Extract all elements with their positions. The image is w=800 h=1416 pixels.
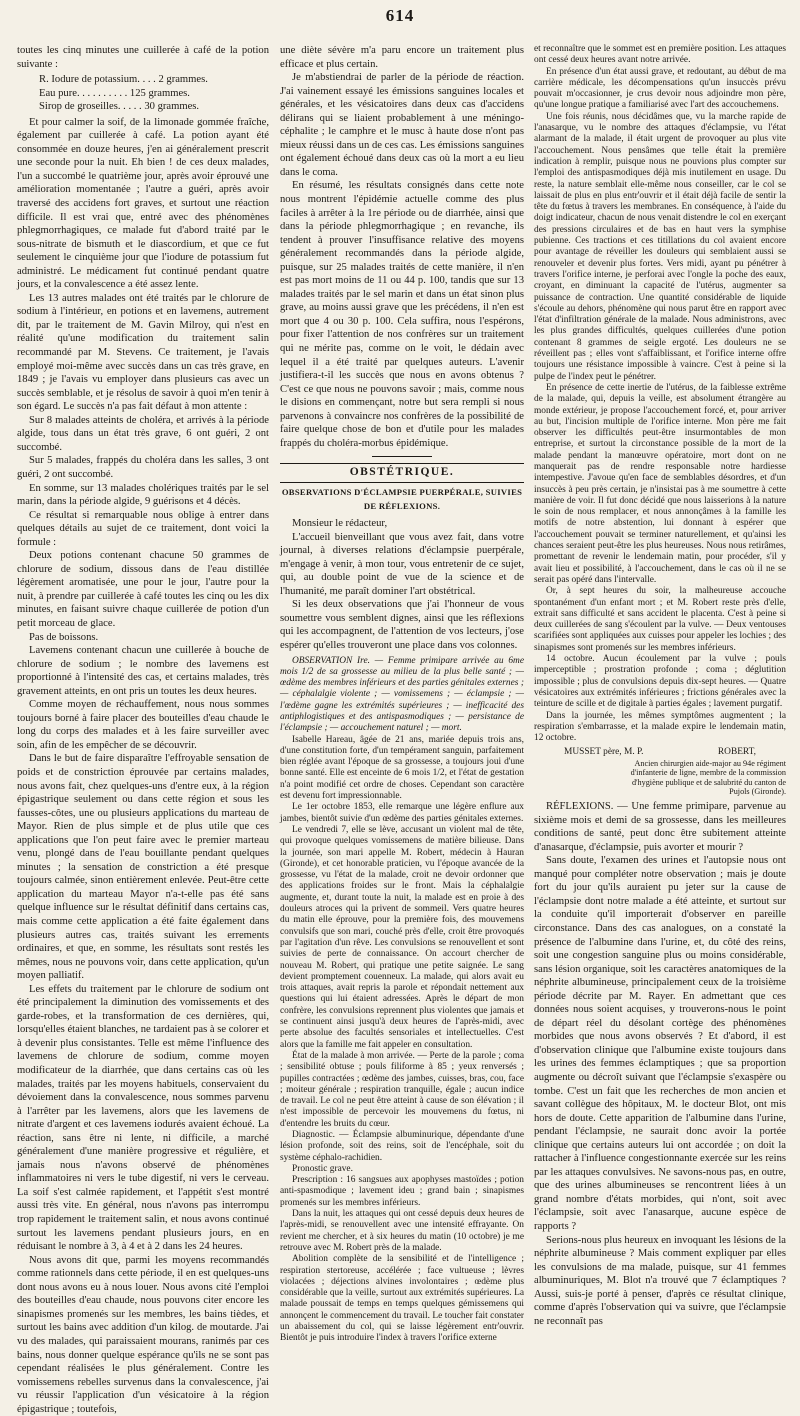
- separator-rule: [372, 456, 432, 457]
- paragraph: Dans le but de faire disparaître l'effroyable sensation de poids et de constriction éprouvée par certains malades, nous avons fait, chez quelques-uns d'entre eux, à la région épigastrique seulement ou dans cette région et sous les fausses-côtes, une ou plusieurs applications du marteau de Mayor. Rien de plus simple et de plus utile que ces applications que l'on peut faire avec le premier marteau venu, plongé dans de l'eau bouillante pendant quelques minutes ; la sensation de constriction a été presque toujours calmée, sinon entièrement enlevée. Peut-être cette application du marteau Mayor n'a-t-elle pas été sans quelque influence sur le résultat définitif dans certains cas, mais comme cette application a été faite également dans plusieurs autres cas, traités suivant les errements ordinaires, et que, en somme, les résultats sont restés les mêmes, nous ne pouvons voir, dans cette application, qu'un moyen palliatif.: [17, 753, 269, 982]
- signature-right: ROBERT,: [717, 747, 756, 758]
- paragraph: 14 octobre. Aucun écoulement par la vulve ; pouls imperceptible ; prostration profonde ; coma ; déglutition impossible ; plus de convulsions depuis dix-sept heures. — Quatre vésicatoires aux extrémités inférieures ; frictions générales avec la teinture de scille et de digitale à parties égales ; lavement purgatif.: [534, 654, 786, 710]
- paragraph: Isabelle Hareau, âgée de 21 ans, mariée depuis trois ans, d'une constitution forte, d'un tempérament sanguin, parfaitement bien réglée avant l'époque de sa grossesse, a toujours joui d'une bonne santé. Elle est enceinte de 6 mois 1/2, et l'état de gestation n'a point modifié cet ordre de choses. Cependant son caractère est devenu fort impressionnable.: [280, 734, 524, 802]
- column-2: [280, 44, 524, 1344]
- column-1: [17, 44, 269, 1415]
- paragraph: toutes les cinq minutes une cuillerée à café de la potion suivante :: [17, 45, 269, 70]
- paragraph: Ce résultat si remarquable nous oblige à entrer dans quelques détails au sujet de ce traitement, dont voici la formule :: [17, 509, 269, 548]
- case-report: [280, 735, 524, 1345]
- paragraph: Abolition complète de la sensibilité et de l'intelligence ; respiration stertoreuse, accélérée ; face vultueuse ; lèvres violacées ; déjections alvines involontaires ; œdème plus considérable que la veille, surtout aux extrémités supérieures. La malade poussait de temps en temps quelques gémissemens qui annonçent le commencement du travail. Le toucher fait constater un abaissement du col, qui se laisse légèrement entr'ouvrir. Bientôt je puis introduire l'index à travers l'orifice externe: [280, 1254, 524, 1344]
- paragraph: Pas de boissons.: [29, 631, 99, 643]
- signature-left: MUSSET père, M. P.: [564, 747, 644, 758]
- paragraph: En résumé, les résultats consignés dans cette note nous montrent l'épidémie actuelle comme des plus faciles à arrêter à la 1re période ou de diarrhée, ainsi que dans la période phlegmorrhagique ; en revanche, ils tendent à prouver l'insuffisance relative des moyens généralement recommandés dans la période algide, puisque, sur 25 malades traités de cette manière, il n'en est pas mort moins de 11 ou 44 p. 100, tandis que sur 13 malades traités par le sel marin et dans un état sinon plus grave, au moins aussi grave que les précédens, il n'en est mort que 4 ou 30 p. 100. Cela suffira, nous l'espérons, pour fixer l'attention de nos confrères sur un traitement qui ne mérite pas, comme on le voit, le dédain avec lequel il a été traité par quelques auteurs. L'avenir justifiera-t-il les succès que nous en avons obtenus ? C'est ce que nous ne pouvons savoir ; mais, comme nous le disions en commençant, notre but sera rempli si nous parvenons à convaincre nos confrères de la possibilité de faire quelque chose de bon et d'utile pour les malades frappés du choléra-morbus épidémique.: [280, 180, 524, 449]
- paragraph: Les effets du traitement par le chlorure de sodium ont été principalement la diminution des vomissements et des garde-robes, et la transformation de ces dernières, qui, lorsqu'elles étaient blanches, ne tardaient pas à se colorer et à devenir plus consistantes. Telle est même l'influence des lavemens de chlorure de sodium, comme moyen modificateur de la diarrhée, que dans certains cas où les malades, traités par les moyens habituels, conservaient du dévoiement dans la convalescence, nous sommes parvenu à l'arrêter par les lavemens, alors que les lavemens de nitrate d'argent et ces lavemens iodurés avaient échoué. La réaction, sans être ni lente, ni difficile, a marché généralement d'une manière progressive et régulière, et jamais nous n'avons observé de phénomènes inflammatoires ni vers le tube digestif, ni vers le cerveau. La soif s'est calmée rapidement, et l'appétit s'est montré aussi très vite. En général, nous n'avons pas interrompu trop rapidement le traitement salin, et nous avons continué surtout les lavemens pendant plusieurs jours, en en réduisant le nombre à 3, à 4 et à 2 dans les 24 heures.: [17, 983, 269, 1253]
- paragraph: Pronostic grave.: [292, 1163, 353, 1174]
- paragraph: Dans la nuit, les attaques qui ont cessé depuis deux heures de l'après-midi, se renouvellent avec une intensité effrayante. On revient me chercher, et à six heures du matin (10 octobre) je me retrouve avec M. Robert près de la malade.: [280, 1209, 524, 1253]
- reflections: [534, 800, 786, 1328]
- article-subtitle: OBSERVATIONS D'ÉCLAMPSIE PUERPÉRALE, SUIVIES DE RÉFLEXIONS.: [281, 486, 523, 511]
- section-title: OBSTÉTRIQUE.: [280, 463, 524, 483]
- page-number: 614: [385, 6, 415, 25]
- observation-heading: OBSERVATION Ire. — Femme primipare arrivée au 6me mois 1/2 de sa grossesse au milieu de la plus belle santé ; — œdème des membres inférieurs et des parties génitales externes ; — céphalalgie violente ; — vomissemens ; — éclampsie ; — l'œdème gagne les extrémités supérieures ; — inefficacité des antiphlogistiques et des antispasmodiques ; — persistance de l'éclampsie ; — accouchement naturel ; — mort.: [280, 655, 524, 734]
- paragraph: Et pour calmer la soif, de la limonade gommée fraîche, également par cuillerée à café. La potion ayant été consommée en douze heures, j'en ai généralement prescrit une seconde pour la nuit. Eh bien ! de ces deux malades, l'un a succombé le quatrième jour, après avoir éprouvé une amélioration momentanée ; l'autre a guéri, après avoir traversé des accidens fort graves, et surtout une réaction difficile. Il est vrai que, entré avec des phénomènes phlegmorrhagiques, ce malade fut d'abord traité par le sous-nitrate de bismuth et le diascordium, et que ce fut seulement le cinquième jour que l'iodure de potassium fut administré. Le médicament fut continué pendant quatre jours, et la convalescence a été assez lente.: [17, 116, 269, 291]
- paragraph: Serions-nous plus heureux en invoquant les lésions de la néphrite albumineuse ? Mais comment expliquer par elles les convulsions de ma malade, puisque, sur 41 femmes albuminuriques, M. Blot n'a trouvé que 7 éclamptiques ? Aussi, suis-je porté à penser, d'après ce résultat clinique, comme d'après l'observation qui va suivre, que l'éclampsie ne reconnaît pas: [534, 1234, 786, 1327]
- paragraph: Une fois réunis, nous décidâmes que, vu la marche rapide de l'anasarque, vu le nombre des attaques d'éclampsie, vu l'état alarmant de la malade, il était urgent de provoquer au plus vite l'accouchement. Nous pensâmes que telle était la première indication à remplir, puisque nous ne pouvions plus compter sur l'emploi des antispasmodiques déjà mis inutilement en usage. Du reste, la nature semblait elle-même nous conseiller, car le col se laissait de plus en plus entr'ouvrir et il était déjà facile de sentir la tête du fœtus à travers les membranes. En conséquence, à l'aide du doigt indicateur, chacun de nous venait distendre le col en exerçant des pressions circulaires et de bas en haut vers la symphise pubienne. Ces tractions et ces titillations du col avaient encore pour avantage de réveiller les douleurs qui semblaient aussi se renouveler et devenir plus fortes. Vers midi, ayant pu pénétrer à travers l'orifice interne, je perforai avec l'ongle la poche des eaux, croyant, en diminuant la capacité de l'utérus, augmenter sa puissance de contraction. Une quantité considérable de liquide s'écoule au dehors, phénomène qui nous parut être en rapport avec l'état d'infiltration générale de la malade. Nous administrons, avec les plus grandes difficultés, quelques cuillerées d'une potion contenant 8 grammes de seigle ergoté. Les douleurs ne se réveillent pas ; elles vont s'affaiblissant, et l'orifice interne offre toujours une résistance impossible à vaincre. C'est à peine si la pulpe de l'index peut le pénétrer.: [534, 111, 786, 382]
- paragraph: Or, à sept heures du soir, la malheureuse accouche spontanément d'un enfant mort ; et M. Robert reste près d'elle, extrait sans difficulté et sans accident le placenta. C'est à peine si deux cuillerées de sang s'écoulent par la vulve. — Deux ventouses scarifiées sont appliquées aux cuisses pour appeler les lochies ; des sinapismes sont promenés sur les membres inférieurs.: [534, 586, 786, 653]
- paragraph: En somme, sur 13 malades cholériques traités par le sel marin, dans la période algide, 9 guérisons et 4 décès.: [17, 482, 269, 508]
- paragraph: Diagnostic. — Éclampsie albuminurique, dépendante d'une lésion profonde, soit des reins, soit de l'encéphale, soit du système céphalo-rachidien.: [280, 1129, 524, 1163]
- prescription-formula: [39, 73, 269, 114]
- paragraph: RÉFLEXIONS. — Une femme primipare, parvenue au sixième mois et demi de sa grossesse, dans les meilleures conditions de santé, peut donc être subitement atteinte d'anasarque, d'éclampsie, puis avorter et mourir ?: [534, 801, 786, 853]
- paragraph: une diète sévère m'a paru encore un traitement plus efficace et plus certain.: [280, 45, 524, 70]
- paragraph: État de la malade à mon arrivée. — Perte de la parole ; coma ; sensibilité obtuse ; pouls filiforme à 85 ; yeux renversés ; pupilles contractées ; œdème des jambes, cuisses, bras, cou, face ; moiteur générale ; respiration tranquille, égale ; aucun indice de travail. Le col ne peut être atteint à cause de son élévation ; il n'est impossible de percevoir les mouvemens du fœtus, ni d'entendre les bruits du cœur.: [280, 1050, 524, 1129]
- paragraph: Le 1er octobre 1853, elle remarque une légère enflure aux jambes, bientôt suivie d'un œdème des parties génitales externes.: [280, 802, 524, 824]
- paragraph: Nous avons dit que, parmi les moyens recommandés comme rationnels dans cette période, il en est quelques-uns dont nous avons eu à nous louer. Nous avons cité l'emploi des bouteilles d'eau chaude, nous pouvons citer encore les sinapismes promenés sur les membres, les bains tièdes, et surtout les bains avec addition d'un kilog. de moutarde. J'ai vu des malades, qui paraissaient mourans, ranimés par ces bains, nous donner quelque espérance qu'ils ne se sont pas cependant réalisées le plus généralement. Contre les vomissemens rebelles survenus dans la convalescence, j'ai vu réussir l'application d'un vésicatoire à la région épigastrique ; toutefois,: [17, 1254, 269, 1415]
- paragraph: En présence de cette inertie de l'utérus, de la faiblesse extrême de la malade, qui, depuis la veille, est absolument étrangère au monde extérieur, je propose l'accouchement forcé, et, pour arriver au but, l'incision multiple de l'orifice interne. Mon père me fait observer les difficultés peut-être insurmontables de mon entreprise, et surtout la circonstance possible de la mort de la malade pendant la manœuvre opératoire, mort dont on ne manquerait pas de rendre responsable notre hardiesse intempestive. J'avoue qu'en face de semblables désordres, et d'un insuccès à peu près certain, je n'insistai pas à me soumettre à cette manière de voir. Il fut donc décidé que nous laisserions à la nature le soin de nous remplacer, et nous annonçâmes à la famille les motifs de notre abstention, lui donnant à espérer que l'accouchement pouvait se terminer naturellement, et qu'ainsi les chances seraient peut-être les plus heureuses. Nous nous retirâmes, promettant de revenir le lendemain matin, pour procéder, s'il y avait lieu et possibilité, à l'accouchement, dans le cas où il ne se serait pas opéré dans l'intervalle.: [534, 382, 786, 585]
- salutation: Monsieur le rédacteur,: [292, 518, 388, 530]
- paragraph: Dans la journée, les mêmes symptômes augmentent ; la respiration s'embarrasse, et la malade expire le lendemain matin, 12 octobre.: [534, 710, 786, 744]
- formula-line: Sirop de groseilles. . . . . 30 grammes.: [39, 101, 200, 113]
- signature-note: Ancien chirurgien aide-major au 94e régiment d'infanterie de ligne, membre de la commission d'hygiène publique et de salubrité du canton de Pujols (Gironde).: [630, 758, 786, 797]
- paragraph: Lavemens contenant chacun une cuillerée à bouche de chlorure de sodium ; le nombre des lavemens est proportionné à l'intensité des cas, et certains malades, très gravement atteints, en ont pris un toutes les deux heures.: [17, 645, 269, 697]
- formula-line: R. Iodure de potassium. . . . 2 grammes.: [39, 74, 208, 86]
- column-3: [534, 44, 786, 1327]
- paragraph: Prescription : 16 sangsues aux apophyses mastoïdes ; potion anti-spasmodique ; lavement ideu ; grand bain ; sinapismes promenés sur les membres inférieurs.: [280, 1175, 524, 1208]
- paragraph: Sur 5 malades, frappés du choléra dans les salles, 3 ont guéri, 2 ont succombé.: [17, 455, 269, 480]
- paragraph: Comme moyen de réchauffement, nous nous sommes toujours borné à faire placer des bouteilles d'eau chaude le long du corps des malades et à les faire surveiller avec soin, afin de les empêcher de se découvrir.: [17, 699, 269, 751]
- paragraph: Si les deux observations que j'ai l'honneur de vous soumettre vous semblent dignes, ainsi que les réflexions qui les accompagnent, de l'attention de vos lecteurs, j'ose espérer qu'elles trouveront une place dans vos colonnes.: [280, 599, 524, 651]
- paragraph: Sans doute, l'examen des urines et l'autopsie nous ont manqué pour compléter notre observation ; mais je doute fort du jour qu'ils auraient pu jeter sur la cause de l'éclampsie dont notre malade a été atteinte, et surtout sur la conduite qu'il importerait d'observer en pareille circonstance. Dans des cas analogues, on a constaté la présence de l'albumine dans l'urine, et, du côté des reins, soit une congestion sanguine plus ou moins considérable, sans lésion organique, soit les caractères anatomiques de la néphrite albumineuse, principalement ceux de la troisième période décrite par M. Rayer. En admettant que ces données nous soient acquises, y trouverons-nous le point de départ réel du désolant cortège des phénomènes morbides que nous avons observés ? Et d'abord, il est d'observation clinique que l'albumine existe toujours dans les urines des femmes éclamptiques ; que sa proportion augmente ou décroît suivant que l'éclampsie s'exaspère ou tombe. C'est un fait que les recherches de mon ancien et savant collègue des hôpitaux, M. le docteur Blot, ont mis hors de doute. Cette apparition de l'albumine dans l'urine, pendant l'éclampsie, ne saurait donc avoir la portée clinique que certains auteurs lui ont accordée ; on doit la rattacher à l'influence congestionnante exercée sur les reins par les attaques convulsives. Ne savons-nous pas, en outre, que des urines albumineuses se rencontrent liées à un grand nombre d'états morbides, qui n'ont, soit avec l'éclampsie, soit avec l'anasarque, aucune espèce de rapports ?: [534, 855, 786, 1233]
- paragraph: Le vendredi 7, elle se lève, accusant un violent mal de tête, qui provoque quelques vomissemens de matière bilieuse. Dans la journée, son mari appelle M. Robert, médecin à Hauran (Gironde), et cet honorable praticien, vu l'époque avancée de la grossesse, vu l'état de la malade, croit ne devoir ordonner que des applications froides sur le front. Mais la céphalalgie augmente, et, durant toute la nuit, la malade est en proie à des douleurs atroces qui la privent de sommeil. Vers quatre heures du matin elle éprouve, pour la première fois, des mouvemens convulsifs que son mari, couché près d'elle, croit être provoqués par l'agitation d'un rêve. Les convulsions se renouvellent et sont suivies de perte de connaissance. On accourt chercher de nouveau M. Robert, qui pratique une petite saignée. Le sang devient promptement couenneux. La malade, qui alors avait eu trois attaques, avait repris la parole et répondait nettement aux questions qui lui étaient adressées. Après le départ de mon confrère, les convulsions reprennent plus violentes que jamais et se continuent ainsi jusqu'à deux heures de l'après-midi, avec perte absolue des facultés sensoriales et intellectuelles. C'est alors que la famille me fait appeler en consultation.: [280, 824, 524, 1050]
- paragraph: Les 13 autres malades ont été traités par le chlorure de sodium à l'intérieur, en potions et en lavemens, autrement dit, par le traitement de M. Gavin Milroy, qui n'est en réalité qu'une modification du traitement salin recommandé par M. Stevens. Ce traitement, je l'avais employé moi-même avec succès dans un cas très grave, en 1849 ; je l'avais vu employer dans plusieurs cas avec un succès semblable, et je résolus de savoir à quoi m'en tenir à son égard. Le succès n'a pas fait défaut à mon attente :: [17, 292, 269, 413]
- formula-line: Eau pure. . . . . . . . . . 125 grammes.: [39, 87, 190, 99]
- signatures: [534, 747, 786, 758]
- paragraph: Deux potions contenant chacune 50 grammes de chlorure de sodium, dissous dans de l'eau distillée légèrement aromatisée, une pour le jour, l'autre pour la nuit, à prendre par cuillerée à café toutes les cinq ou les dix minutes, en faisant suivre chaque cuillerée de potion d'un petit morceau de glace.: [17, 550, 269, 629]
- paragraph: Sur 8 malades atteints de choléra, et arrivés à la période algide, tous dans un état très grave, 6 ont guéri, 2 ont succombé.: [17, 414, 269, 453]
- paragraph: Je m'abstiendrai de parler de la période de réaction. J'ai vainement essayé les émissions sanguines locales et générales, et les vésicatoires dans deux cas d'accidens délirans qui se liaient probablement à une méningo-céphalite ; le camphre et le musc à haute dose n'ont pas mieux réussi dans un de ces cas. Les émissions sanguines ont également échoué dans deux cas où la mort a eu lieu dans le coma.: [280, 72, 524, 178]
- paragraph: et reconnaître que le sommet est en première position. Les attaques ont cessé deux heures avant notre arrivée.: [534, 44, 786, 66]
- paragraph: En présence d'un état aussi grave, et redoutant, au début de ma carrière médicale, les décompensations qu'un insuccès prévu pouvait m'occasionner, je crus devoir nous adjoindre mon père, qu'une longue pratique a familiarisé avec l'art des accouchemens.: [534, 66, 786, 111]
- paragraph: L'accueil bienveillant que vous avez fait, dans votre journal, à diverses relations d'éclampsie puerpérale, m'engage à venir, à mon tour, vous entretenir de ce sujet, qui, au double point de vue de la science et de l'humanité, me paraît dominer l'art obstétrical.: [280, 531, 524, 597]
